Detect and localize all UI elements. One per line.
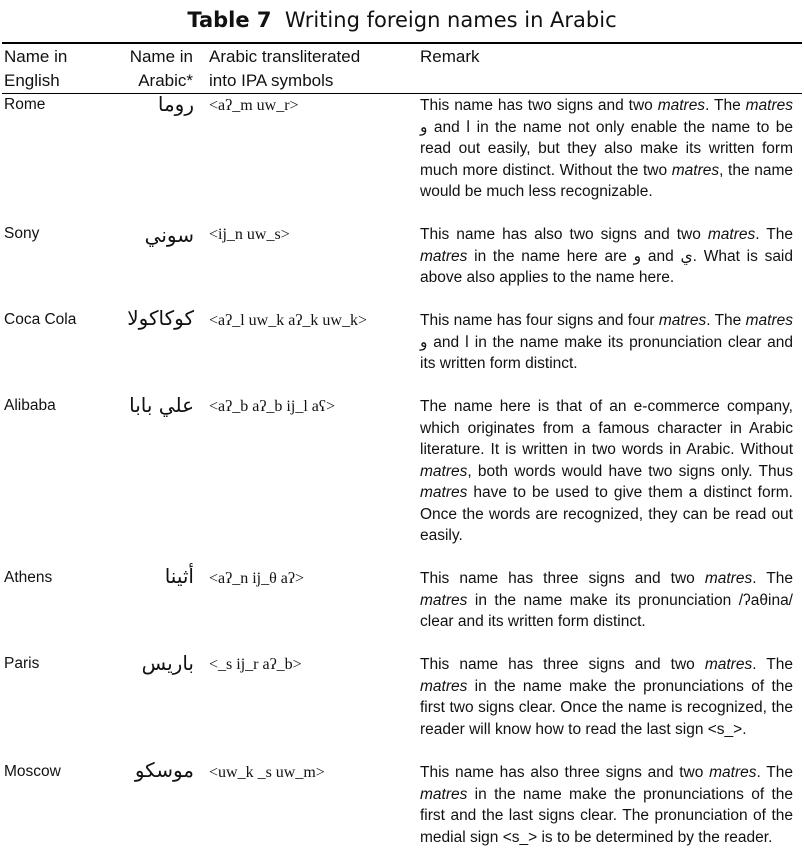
- row-name-english: Moscow: [4, 763, 61, 780]
- remark-text: . The: [752, 570, 793, 587]
- remark-italic-term: matres: [420, 462, 468, 480]
- remark-text: و and ا in the name not only enable the name to be read out easily, but they also make its written form much more distinct. Without the two: [420, 118, 793, 179]
- remark-text: . The: [706, 312, 746, 329]
- header-ipa: Arabic transliterated into IPA symbols: [209, 47, 361, 90]
- row-name-arabic: باريس: [141, 651, 194, 675]
- table-label: Table 7: [187, 8, 272, 32]
- remark-text: This name has three signs and two: [420, 570, 705, 587]
- remark-text: This name has two signs and two: [420, 97, 658, 114]
- remark-text: . The: [705, 97, 746, 114]
- remark-italic-term: matres: [420, 591, 468, 609]
- row-name-english: Athens: [4, 569, 53, 586]
- remark-text: This name has also three signs and two: [420, 764, 710, 781]
- row-ipa: <_s ij_r aʔ_b>: [209, 656, 302, 673]
- row-name-english: Paris: [4, 655, 40, 672]
- header-rule: [2, 93, 802, 94]
- remark-text: in the name make the pronunciations of the first two signs clear. Once the name is recognized, the reader will know how to read the last sign <s_>.: [420, 677, 793, 738]
- row-name-english: Rome: [4, 96, 46, 113]
- remark-italic-term: matres: [420, 785, 468, 803]
- row-remark: [420, 310, 793, 375]
- remark-text: in the name here are و and ي. What is said above also applies to the name here.: [420, 247, 793, 286]
- remark-italic-term: matres: [420, 484, 468, 501]
- remark-italic-term: matres: [709, 764, 757, 781]
- remark-text: in the name make its pronunciation /ʔaθina/ clear and its written form distinct.: [420, 591, 793, 630]
- table-caption: Writing foreign names in Arabic: [284, 8, 617, 32]
- row-remark: [420, 95, 793, 203]
- row-ipa: <aʔ_n ij_θ aʔ>: [209, 570, 305, 587]
- remark-italic-term: matres: [707, 226, 756, 243]
- remark-text: This name has also two signs and two: [420, 226, 708, 243]
- row-ipa: <aʔ_l uw_k aʔ_k uw_k>: [209, 312, 368, 329]
- remark-text: This name has four signs and four: [420, 312, 659, 329]
- row-name-arabic: كوكاكولا: [127, 306, 194, 330]
- remark-text: . The: [756, 764, 793, 781]
- row-remark: [420, 568, 793, 633]
- remark-text: و and ا in the name make its pronunciation clear and its written form distinct.: [420, 333, 793, 372]
- row-name-arabic: روما: [157, 92, 194, 116]
- row-ipa: <aʔ_b aʔ_b ij_l aʕ>: [209, 398, 335, 415]
- remark-italic-term: matres: [420, 247, 468, 265]
- remark-italic-term: matres: [671, 161, 720, 179]
- row-ipa: <aʔ_m uw_r>: [209, 97, 299, 114]
- remark-text: have to be used to give them a distinct form. Once the words are recognized, they can be read out easily.: [420, 484, 793, 544]
- remark-italic-term: matres: [658, 312, 707, 329]
- row-remark: [420, 654, 793, 740]
- remark-text: in the name make the pronunciations of the first and the last signs clear. The pronunciation of the medial sign <s_> is to be determined by the reader.: [420, 785, 793, 846]
- remark-italic-term: matres: [657, 97, 706, 114]
- top-rule: [2, 42, 802, 44]
- row-ipa: <ij_n uw_s>: [209, 226, 290, 243]
- header-remark: Remark: [420, 47, 480, 66]
- remark-text: The name here is that of an e-commerce company, which originates from a famous character in Arabic literature. It is written in two words in Arabic. Without: [420, 398, 793, 458]
- row-name-arabic: سوني: [144, 223, 194, 247]
- table-title: [0, 8, 804, 32]
- remark-italic-term: matres: [704, 570, 753, 587]
- row-name-arabic: أثينا: [164, 564, 194, 588]
- row-remark: [420, 224, 793, 289]
- row-name-arabic: موسكو: [134, 758, 194, 782]
- header-english: Name in English: [4, 47, 68, 90]
- remark-text: , the name would be much less recognizable.: [420, 161, 793, 200]
- row-name-arabic: علي بابا: [129, 393, 194, 417]
- remark-italic-term: matres: [745, 312, 793, 329]
- remark-italic-term: matres: [704, 656, 753, 673]
- remark-text: . The: [755, 226, 793, 243]
- row-name-english: Sony: [4, 225, 40, 242]
- row-remark: [420, 762, 793, 848]
- remark-italic-term: matres: [420, 677, 468, 695]
- row-name-english: Coca Cola: [4, 311, 77, 328]
- remark-italic-term: matres: [745, 97, 793, 114]
- remark-text: . The: [752, 656, 793, 673]
- remark-text: This name has three signs and two: [420, 656, 705, 673]
- remark-text: , both words would have two signs only. Thus: [467, 462, 793, 480]
- header-arabic: Name in Arabic*: [129, 47, 193, 90]
- row-ipa: <uw_k _s uw_m>: [209, 764, 325, 781]
- row-remark: [420, 396, 793, 547]
- row-name-english: Alibaba: [4, 397, 56, 414]
